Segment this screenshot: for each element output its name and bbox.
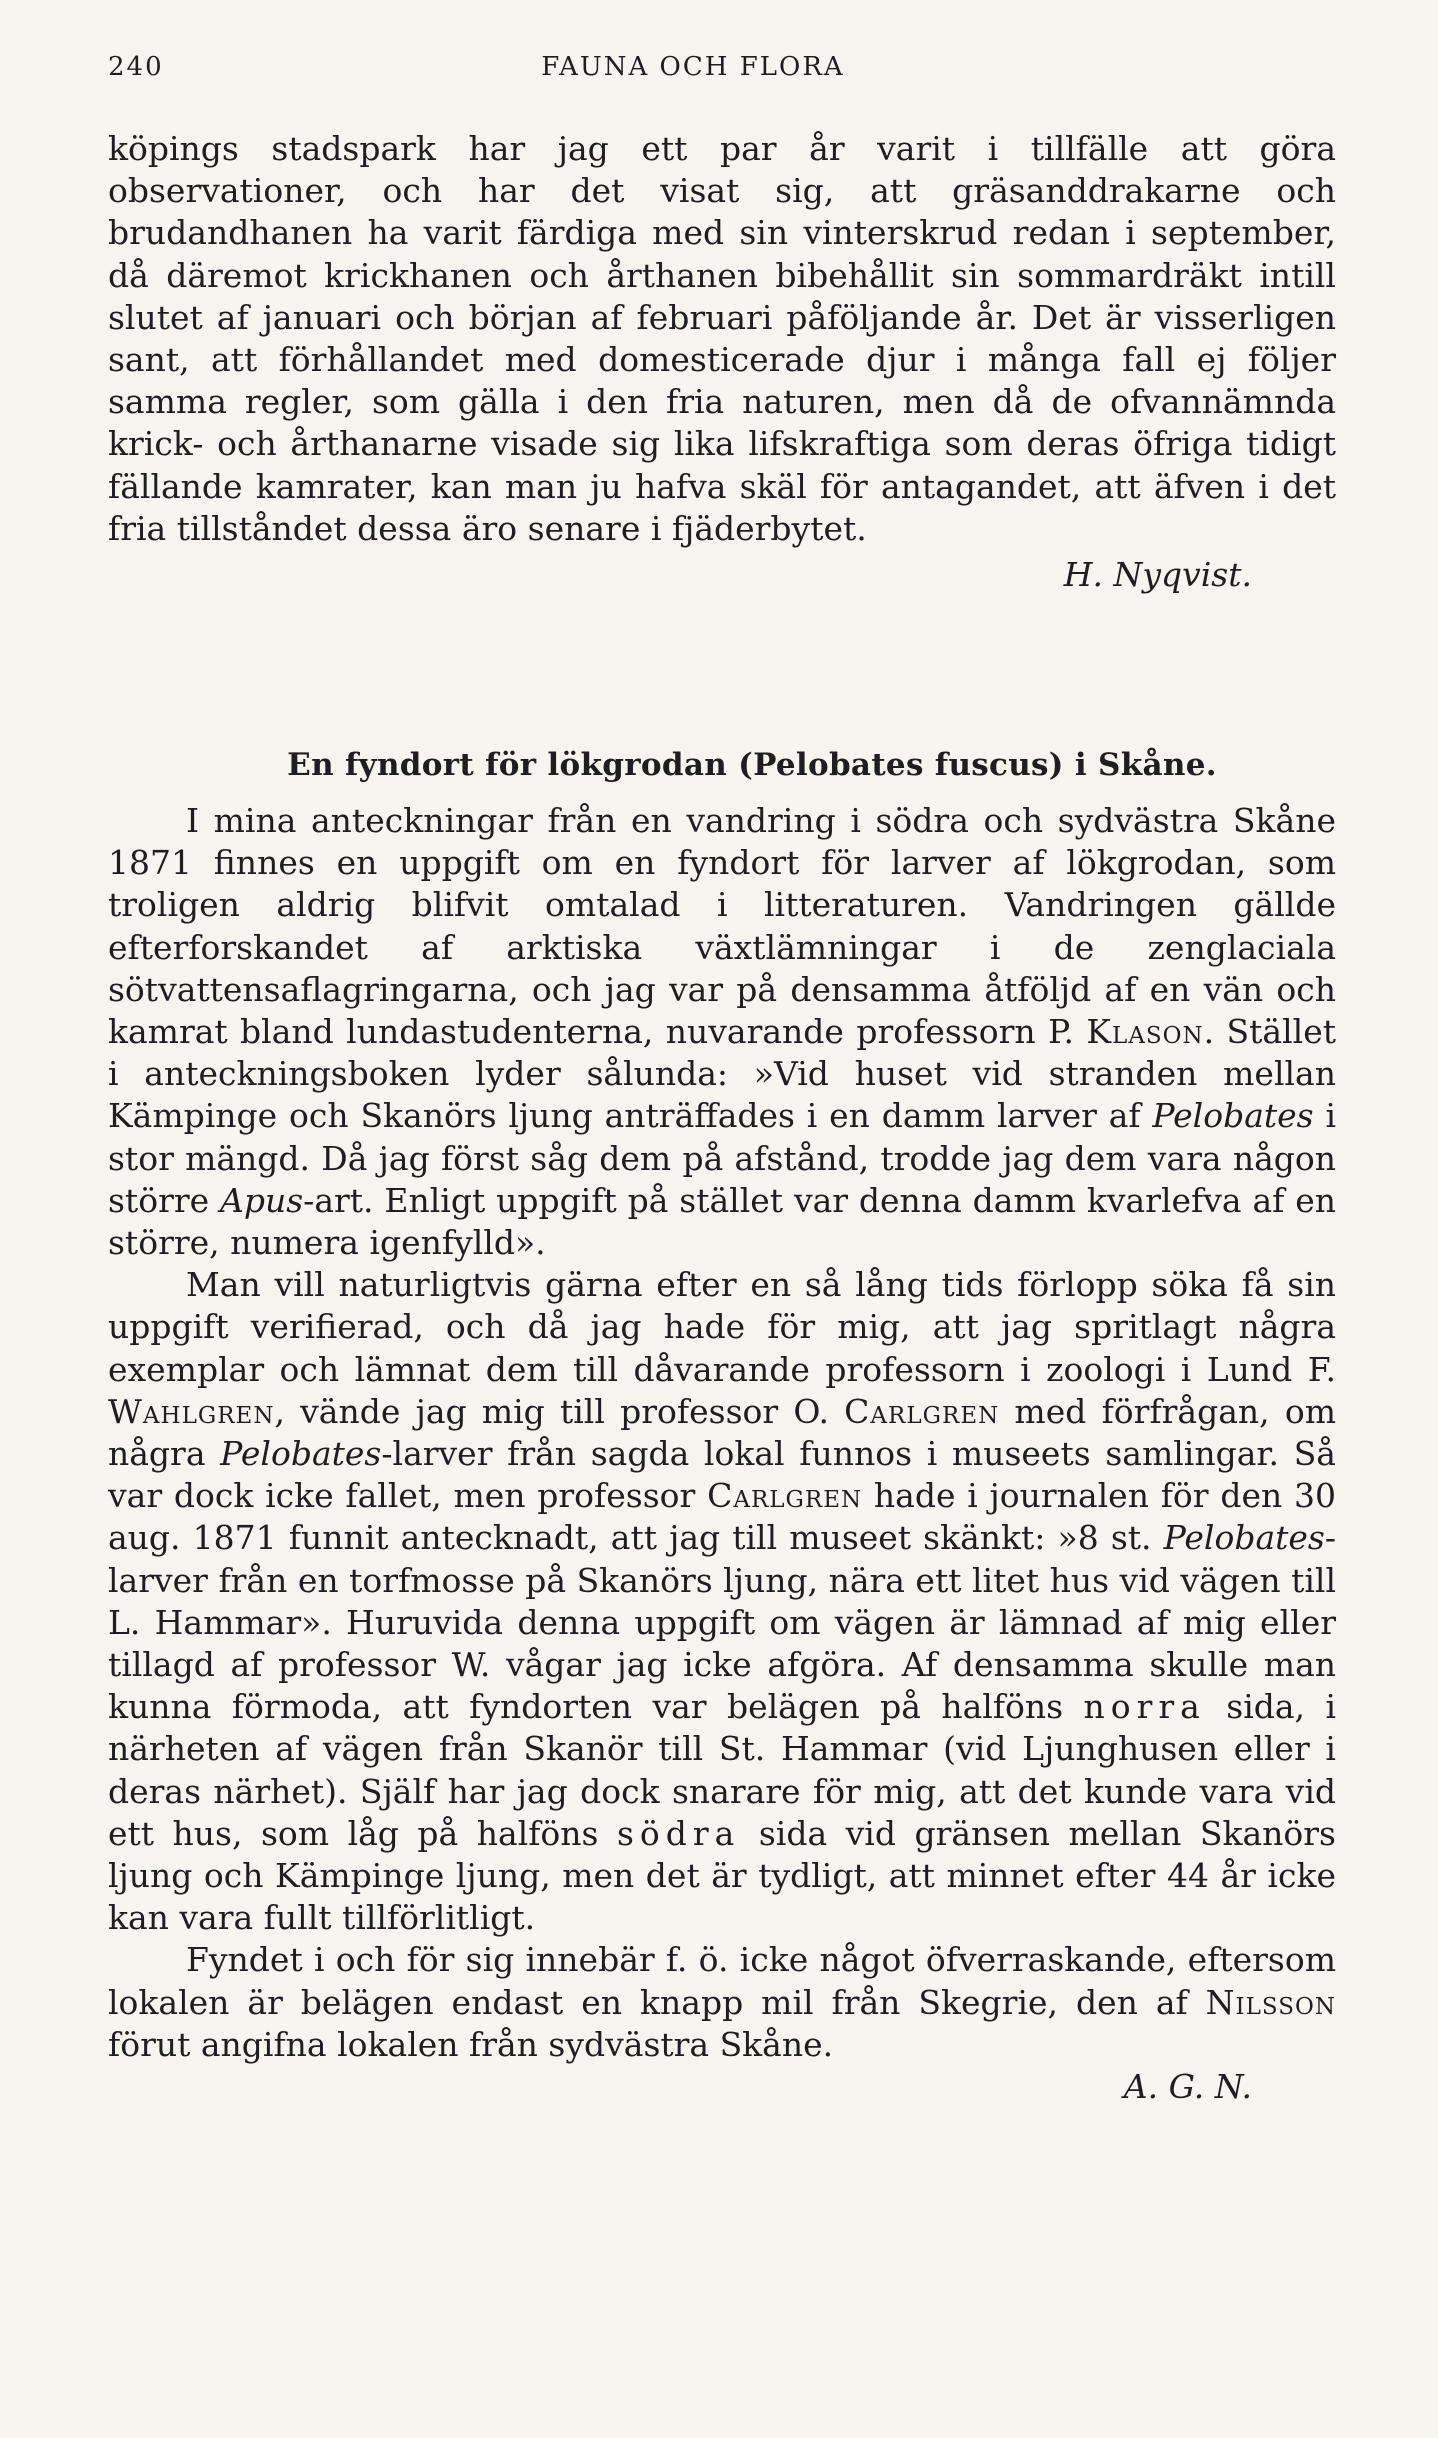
spaced-word-norra: norra: [1083, 1687, 1206, 1727]
taxon-pelobates: Pelobates: [1163, 1518, 1325, 1558]
name-wahlgren: Wahlgren: [108, 1391, 275, 1431]
article-2-paragraph-2: Man vill naturligtvis gärna efter en så lång tids förlopp söka få sin uppgift verifierad, och då jag hade för mig, att jag spritlagt några exemplar och lämnat dem till dåvarande professorn i zoologi i Lund F. Wahlgren, vände jag mig till professor O. Carlgren med förfrågan, om några Pelobates-larver från sagda lokal funnos i museets samlingar. Så var dock icke fallet, men professor Carlgren hade i journalen för den 30 aug. 1871 funnit antecknadt, att jag till museet skänkt: »8 st. Pelobates-larver från en torfmosse på Skanörs ljung, nära ett litet hus vid vägen till L. Hammar». Huruvida denna uppgift om vägen är lämnad af mig eller tillagd af professor W. vågar jag icke afgöra. Af densamma skulle man kunna förmoda, att fyndorten var belägen på halföns norra sida, i närheten af vägen från Skanör till St. Hammar (vid Ljunghusen eller i deras närhet). Själf har jag dock snarare för mig, att det kunde vara vid ett hus, som låg på halföns södra sida vid gränsen mellan Skanörs ljung och Kämpinge ljung, men det är tydligt, att minnet efter 44 år icke kan vara fullt tillförlitligt.: [108, 1265, 1337, 1938]
article-2: [108, 744, 1336, 2108]
article-2-title: En fyndort för lökgrodan (Pelobates fuscus) i Skåne.: [287, 747, 1217, 783]
article-1: [108, 128, 1336, 596]
article-1-signature: H. Nyqvist.: [1063, 555, 1252, 595]
article-2-paragraph-3: Fyndet i och för sig innebär f. ö. icke något öfverraskande, eftersom lokalen är belägen endast en knapp mil från Skegrie, den af Nilsson förut angifna lokalen från sydvästra Skåne.: [108, 1940, 1336, 2064]
page-number: 240: [108, 52, 164, 82]
taxon-pelobates: Pelobates: [1152, 1096, 1314, 1136]
page-header: [108, 52, 1278, 92]
name-nilsson: Nilsson: [1205, 1982, 1336, 2022]
article-1-paragraph: köpings stadspark har jag ett par år varit i tillfälle att göra observationer, och har det visat sig, att gräsanddrakarne och brudandhanen ha varit färdiga med sin vinterskrud redan i september, då däremot krickhanen och årthanen bibehållit sin sommardräkt intill slutet af januari och början af februari påföljande år. Det är visserligen sant, att förhållandet med domesticerade djur i många fall ej följer samma regler, som gälla i den fria naturen, men då de ofvannämnda krick- och årthanarne visade sig lika lifskraftiga som deras öfriga tidigt fällande kamrater, kan man ju hafva skäl för antagandet, att äfven i det fria tillståndet dessa äro senare i fjäderbytet.: [108, 129, 1336, 548]
article-2-paragraph-1: I mina anteckningar från en vandring i södra och sydvästra Skåne 1871 finnes en uppgift om en fyndort för larver af lökgrodan, som troligen aldrig blifvit omtalad i litteraturen. Vandringen gällde efterforskandet af arktiska växtlämningar i de zenglaciala sötvattensaflagringarna, och jag var på densamma åtföljd af en vän och kamrat bland lundastudenterna, nuvarande professorn P. Klason. Stället i anteckningsboken lyder sålunda: »Vid huset vid stranden mellan Kämpinge och Skanörs ljung anträffades i en damm larver af Pelobates i stor mängd. Då jag först såg dem på afstånd, trodde jag dem vara någon större Apus-art. Enligt uppgift på stället var denna damm kvarlefva af en större, numera igenfylld».: [108, 801, 1336, 1263]
spaced-word-sodra: södra: [616, 1813, 741, 1853]
taxon-pelobates: Pelobates: [220, 1434, 382, 1474]
name-carlgren: Carlgren: [707, 1476, 863, 1516]
taxon-apus: Apus: [220, 1180, 304, 1220]
article-2-signature: A. G. N.: [1123, 2067, 1252, 2107]
name-klason: Klason: [1086, 1012, 1204, 1052]
running-title: FAUNA OCH FLORA: [541, 52, 845, 82]
name-carlgren: Carlgren: [844, 1391, 1000, 1431]
